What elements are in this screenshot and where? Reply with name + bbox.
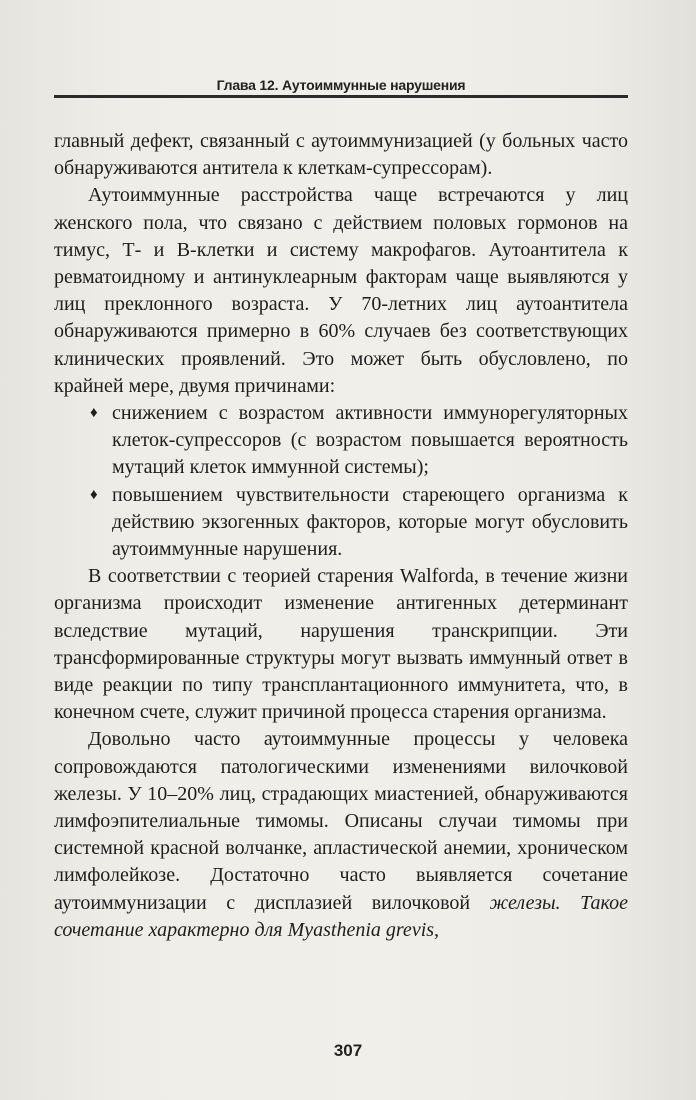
paragraph-4 [54,726,628,944]
page-number: 307 [333,1041,363,1060]
list-item-text: повышением чувствительности стареющего организма к действию экзогенных факторов, которые могут обусловить аутоиммунные нарушения. [112,483,628,561]
paragraph-4-text: Довольно часто аутоиммунные процессы у человека сопровождаются патологическими изменениями вилочковой железы. У 10–20% лиц, страдающих миастенией, обнаруживаются лимфоэпителиальные тимомы. Описаны случаи тимомы при системной красной волчанке, апластической анемии, хроническом лимфолейкозе. Достаточно часто выявляется сочетание аутоиммунизации с дисплазией вилочковой [54,728,628,914]
list-item-text: снижением с возрастом активности иммунорегуляторных клеток-супрессоров (с возрастом повышается вероятность мутаций клеток иммунной системы); [112,402,628,479]
running-head: Глава 12. Аутоиммунные нарушения [216,77,466,93]
paragraph-4-italic-text: железы. Такое сочетание характерно для Myasthenia grevis, [54,891,628,941]
paragraph-2: Аутоиммунные расстройства чаще встречаются у лиц женского пола, что связано с действием половых гормонов на тимус, Т- и В-клетки и систему макрофагов. Аутоантитела к ревматоидному и антинуклеарным факторам чаще выявляются у лиц преклонного возраста. У 70-летних лиц аутоантитела обнаруживаются примерно в 60% случаев без соответствующих клинических проявлений. Это может быть обусловлено, по крайней мере, двумя причинами: [54,184,628,397]
page-body [54,128,628,944]
list-item [54,400,628,482]
diamond-bullet-icon: ♦ [90,486,98,503]
list-item [54,482,628,564]
paragraph-3: В соответствии с теорией старения Walforda, в течение жизни организма происходит изменение антигенных детерминант вследствие мутаций, нарушения транскрипции. Эти трансформированные структуры могут вызвать иммунный ответ в виде реакции по типу трансплантационного иммунитета, что, в конечном счете, служит причиной процесса старения организма. [54,565,628,724]
diamond-bullet-icon: ♦ [90,405,98,422]
bullet-list [54,400,628,563]
header-rule [54,95,628,98]
paragraph-1: главный дефект, связанный с аутоиммунизацией (у больных часто обнаруживаются антитела к клеткам-супрессорам). [54,130,628,180]
